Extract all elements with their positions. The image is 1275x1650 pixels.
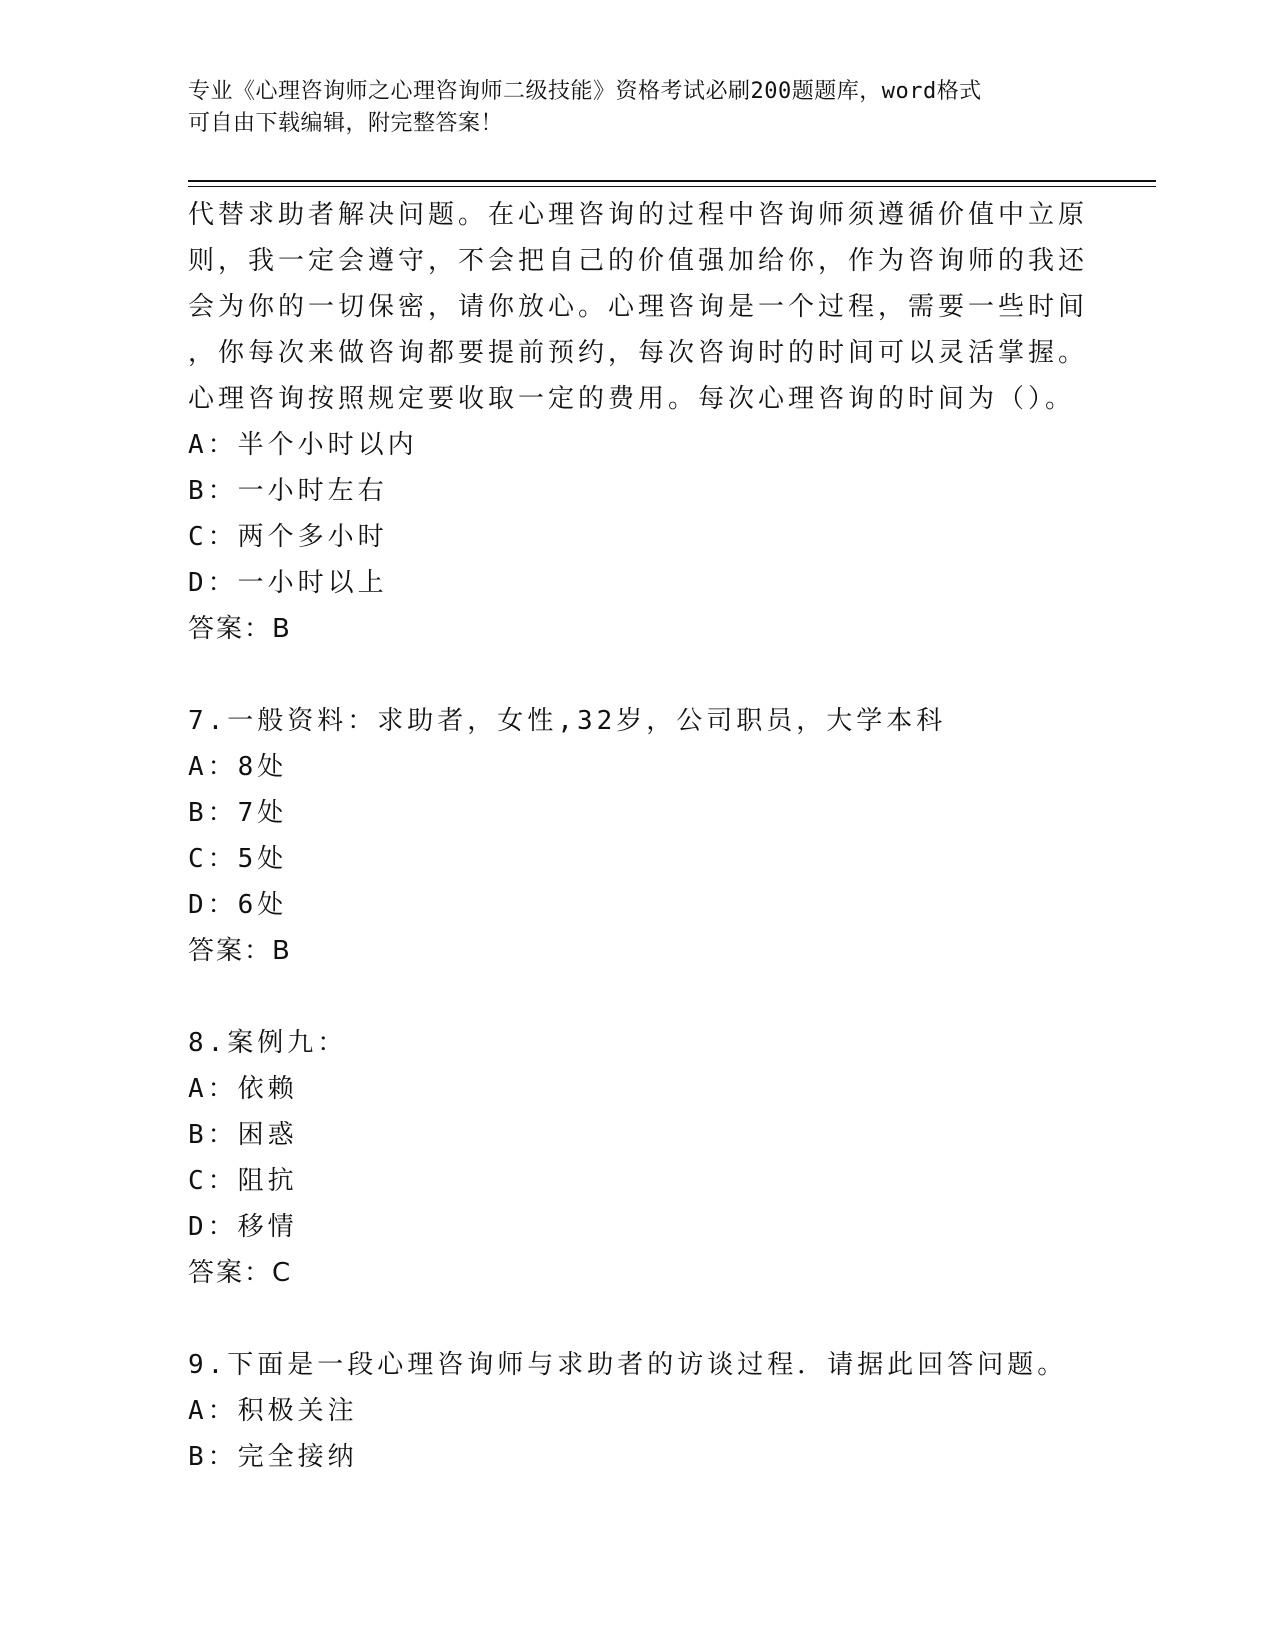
option-a: A：依赖 bbox=[188, 1074, 298, 1104]
option-d: D：6处 bbox=[188, 890, 288, 920]
option-b: B：一小时左右 bbox=[188, 476, 388, 506]
option-a: A：8处 bbox=[188, 752, 288, 782]
header-divider-thin bbox=[188, 186, 1156, 187]
question-text: 9.下面是一段心理咨询师与求助者的访谈过程．请据此回答问题。 bbox=[188, 1350, 1068, 1380]
spacer bbox=[188, 1296, 1088, 1342]
question-text-line: 会为你的一切保密，请你放心。心理咨询是一个过程，需要一些时间 bbox=[188, 292, 1089, 322]
spacer bbox=[188, 974, 1088, 1020]
question-7 bbox=[188, 698, 1088, 974]
option-a: A：半个小时以内 bbox=[188, 430, 418, 460]
option-d: D：一小时以上 bbox=[188, 568, 388, 598]
answer-line: 答案：B bbox=[188, 936, 292, 966]
question-8 bbox=[188, 1020, 1088, 1296]
answer-line: 答案：B bbox=[188, 614, 292, 644]
header-divider-thick bbox=[188, 180, 1156, 182]
question-text: 7.一般资料：求助者，女性,32岁，公司职员，大学本科 bbox=[188, 706, 947, 736]
document-body bbox=[188, 192, 1088, 1480]
question-text-line: 代替求助者解决问题。在心理咨询的过程中咨询师须遵循价值中立原 bbox=[188, 200, 1089, 230]
question-9 bbox=[188, 1342, 1088, 1480]
spacer bbox=[188, 652, 1088, 698]
question-text-line: 则，我一定会遵守，不会把自己的价值强加给你，作为咨询师的我还 bbox=[188, 246, 1089, 276]
option-a: A：积极关注 bbox=[188, 1396, 358, 1426]
option-c: C：两个多小时 bbox=[188, 522, 388, 552]
option-b: B：7处 bbox=[188, 798, 288, 828]
question-6-continued bbox=[188, 192, 1088, 652]
option-c: C：5处 bbox=[188, 844, 288, 874]
option-c: C：阻抗 bbox=[188, 1166, 298, 1196]
document-header bbox=[188, 76, 1088, 140]
question-text-line: 心理咨询按照规定要收取一定的费用。每次心理咨询的时间为（）。 bbox=[188, 384, 1076, 414]
header-line-1: 专业《心理咨询师之心理咨询师二级技能》资格考试必刷200题题库，word格式 bbox=[188, 79, 982, 104]
option-d: D：移情 bbox=[188, 1212, 298, 1242]
option-b: B：完全接纳 bbox=[188, 1442, 358, 1472]
option-b: B：困惑 bbox=[188, 1120, 298, 1150]
question-text: 8.案例九： bbox=[188, 1028, 348, 1058]
answer-line: 答案：C bbox=[188, 1258, 293, 1288]
header-line-2: 可自由下载编辑，附完整答案！ bbox=[188, 111, 504, 136]
question-text-line: ，你每次来做咨询都要提前预约，每次咨询时的时间可以灵活掌握。 bbox=[188, 338, 1089, 368]
